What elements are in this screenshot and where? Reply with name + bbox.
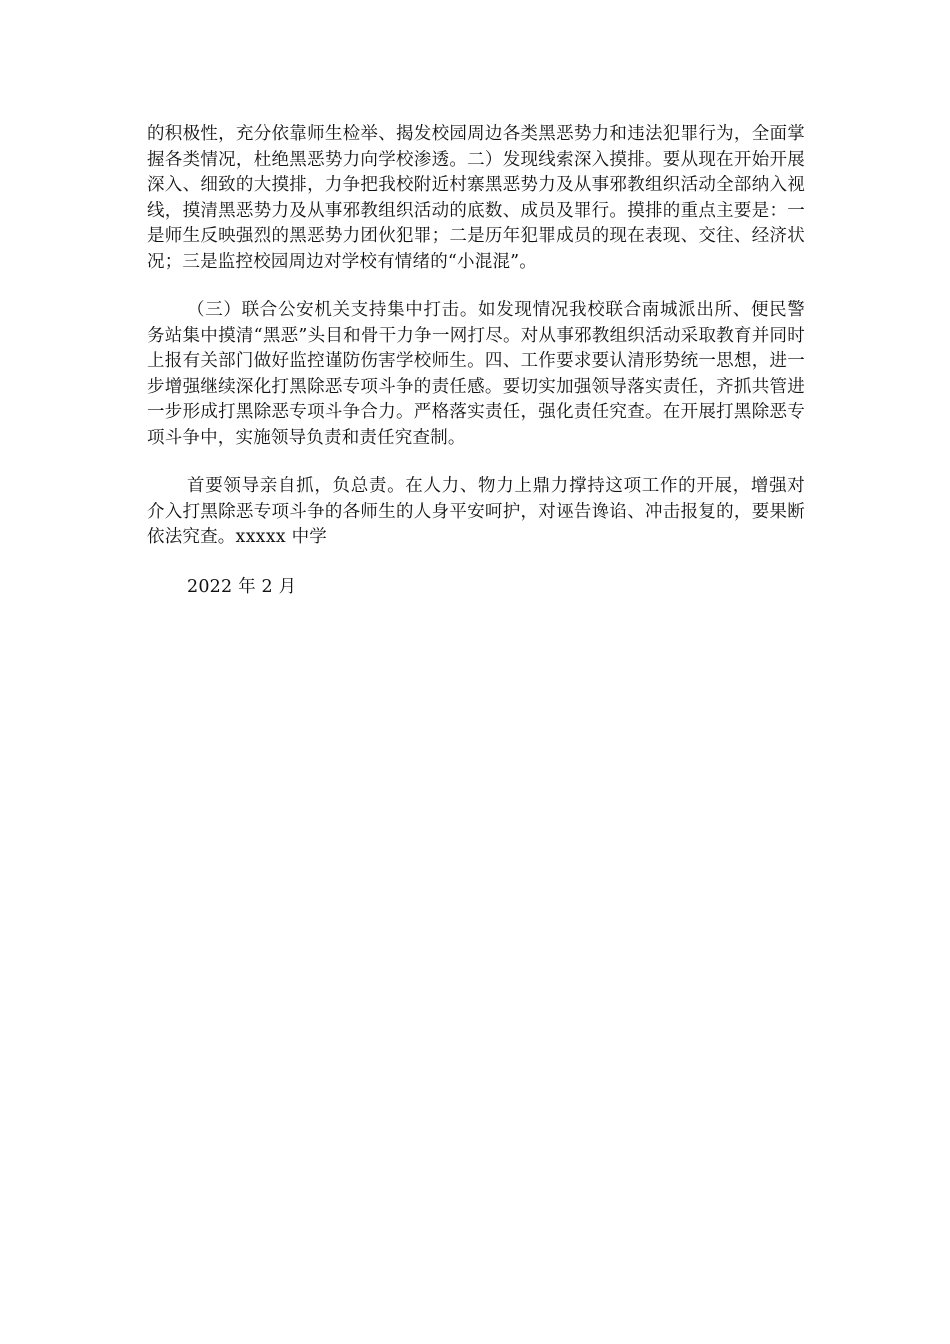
document-body — [147, 122, 805, 600]
paragraph-3: 首要领导亲自抓，负总责。在人力、物力上鼎力撑持这项工作的开展，增强对介入打黑除恶专项斗争的各师生的人身平安呵护，对诬告谗谄、冲击报复的，要果断依法究查。xxxxx 中学 — [147, 476, 805, 547]
paragraph-1: 的积极性，充分依靠师生检举、揭发校园周边各类黑恶势力和违法犯罪行为，全面掌握各类情况，杜绝黑恶势力向学校渗透。二）发现线索深入摸排。要从现在开始开展深入、细致的大摸排，力争把我校附近村寨黑恶势力及从事邪教组织活动全部纳入视线，摸清黑恶势力及从事邪教组织活动的底数、成员及罪行。摸排的重点主要是：一是师生反映强烈的黑恶势力团伙犯罪；二是历年犯罪成员的现在表现、交往、经济状况；三是监控校园周边对学校有情绪的“小混混”。 — [147, 124, 805, 272]
paragraph-2: （三）联合公安机关支持集中打击。如发现情况我校联合南城派出所、便民警务站集中摸清“黑恶”头目和骨干力争一网打尽。对从事邪教组织活动采取教育并同时上报有关部门做好监控谨防伤害学校师生。四、工作要求要认清形势统一思想，进一步增强继续深化打黑除恶专项斗争的责任感。要切实加强领导落实责任，齐抓共管进一步形成打黑除恶专项斗争合力。严格落实责任，强化责任究查。在开展打黑除恶专项斗争中，实施领导负责和责任究查制。 — [147, 300, 805, 448]
document-date: 2022 年 2 月 — [187, 576, 297, 597]
